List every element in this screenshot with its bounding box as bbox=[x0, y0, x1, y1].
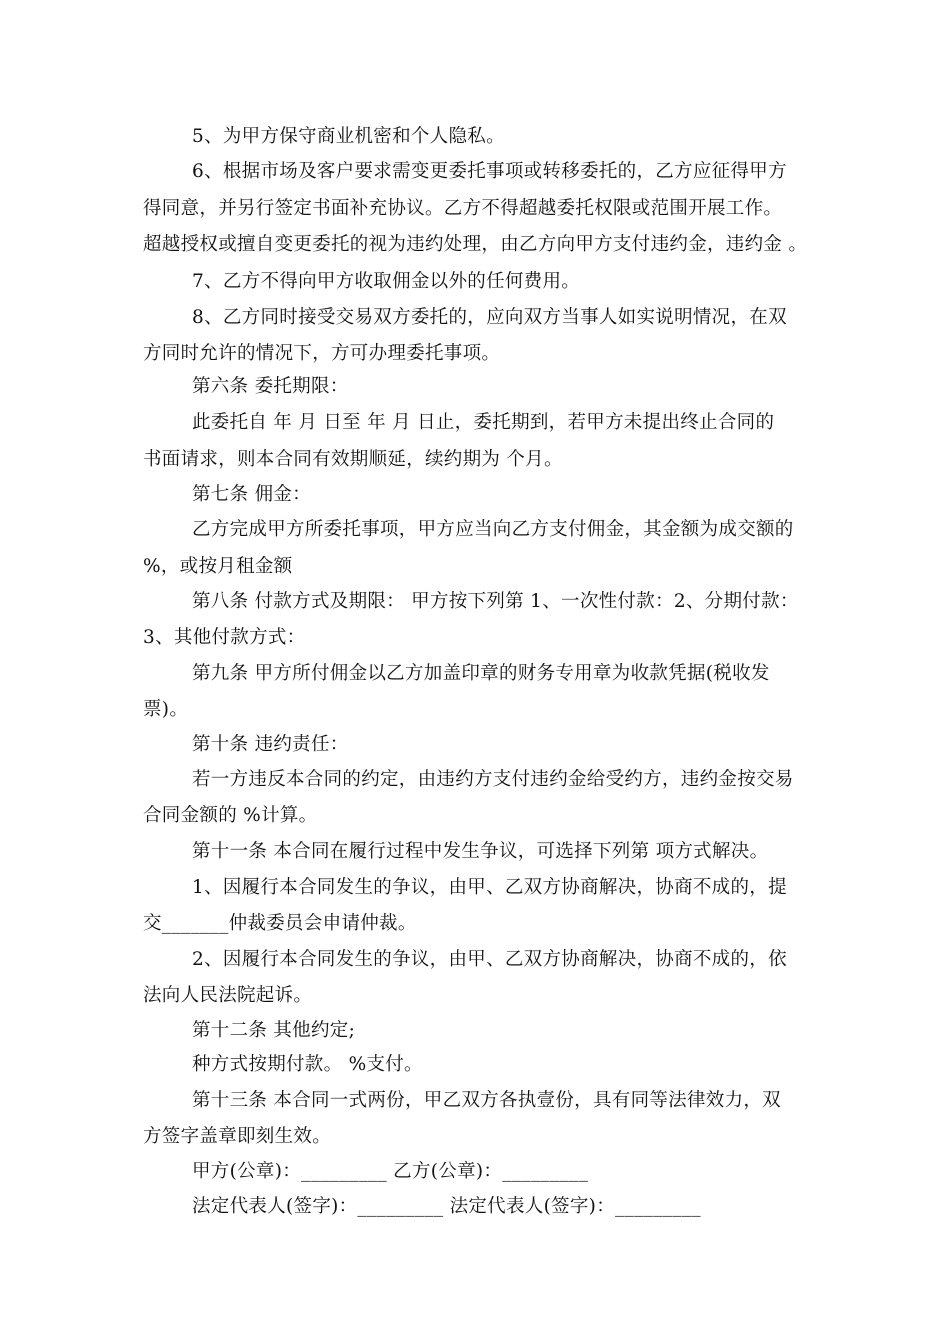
text-line: 8、乙方同时接受交易双方委托的，应向双方当事人如实说明情况，在双 bbox=[192, 307, 787, 328]
text-line: 法向人民法院起诉。 bbox=[143, 985, 313, 1006]
text-line: 种方式按期付款。 %支付。 bbox=[192, 1054, 423, 1075]
text-line: 3、其他付款方式： bbox=[143, 627, 306, 648]
text-line: 1、因履行本合同发生的争议，由甲、乙双方协商解决，协商不成的，提 bbox=[192, 877, 787, 898]
text-line: 票)。 bbox=[143, 699, 189, 720]
section-heading: 第十三条 本合同一式两份，甲乙双方各执壹份，具有同等法律效力，双 bbox=[192, 1090, 781, 1111]
text-line: 方同时允许的情况下，方可办理委托事项。 bbox=[143, 343, 501, 364]
section-heading: 第六条 委托期限： bbox=[192, 376, 349, 397]
text-line: 得同意，并另行签定书面补充协议。乙方不得超越委托权限或范围开展工作。 bbox=[143, 198, 783, 219]
signature-line: 法定代表人(签字)：_________ 法定代表人(签字)：_________ bbox=[192, 1196, 701, 1217]
section-heading: 第八条 付款方式及期限： 甲方按下列第 1、一次性付款：2、分期付款： bbox=[192, 591, 799, 612]
text-line: 书面请求，则本合同有效期顺延，续约期为 个月。 bbox=[143, 449, 563, 470]
text-line: 方签字盖章即刻生效。 bbox=[143, 1126, 332, 1147]
signature-line: 甲方(公章)：_________ 乙方(公章)：_________ bbox=[192, 1161, 589, 1182]
text-line: 交_______仲裁委员会申请仲裁。 bbox=[143, 913, 417, 934]
text-line: 2、因履行本合同发生的争议，由甲、乙双方协商解决，协商不成的，依 bbox=[192, 949, 787, 970]
text-line: 此委托自 年 月 日至 年 月 日止，委托期到，若甲方未提出终止合同的 bbox=[192, 412, 775, 433]
section-heading: 第十一条 本合同在履行过程中发生争议，可选择下列第 项方式解决。 bbox=[192, 841, 769, 862]
section-heading: 第九条 甲方所付佣金以乙方加盖印章的财务专用章为收款凭据(税收发 bbox=[192, 663, 770, 684]
text-line: 7、乙方不得向甲方收取佣金以外的任何费用。 bbox=[192, 271, 581, 292]
text-line: 乙方完成甲方所委托事项，甲方应当向乙方支付佣金，其金额为成交额的 bbox=[192, 519, 794, 540]
text-line: 6、根据市场及客户要求需变更委托事项或转移委托的，乙方应征得甲方 bbox=[192, 161, 787, 182]
section-heading: 第七条 佣金： bbox=[192, 484, 311, 505]
text-line: 超越授权或擅自变更委托的视为违约处理，由乙方向甲方支付违约金，违约金 。 bbox=[143, 234, 808, 255]
section-heading: 第十条 违约责任： bbox=[192, 734, 349, 755]
text-line: 若一方违反本合同的约定，由违约方支付违约金给受约方，违约金按交易 bbox=[192, 769, 794, 790]
text-line: 5、为甲方保守商业机密和个人隐私。 bbox=[192, 126, 505, 147]
section-heading: 第十二条 其他约定; bbox=[192, 1020, 356, 1041]
text-line: %，或按月租金额 bbox=[143, 556, 293, 577]
text-line: 合同金额的 %计算。 bbox=[143, 805, 318, 826]
